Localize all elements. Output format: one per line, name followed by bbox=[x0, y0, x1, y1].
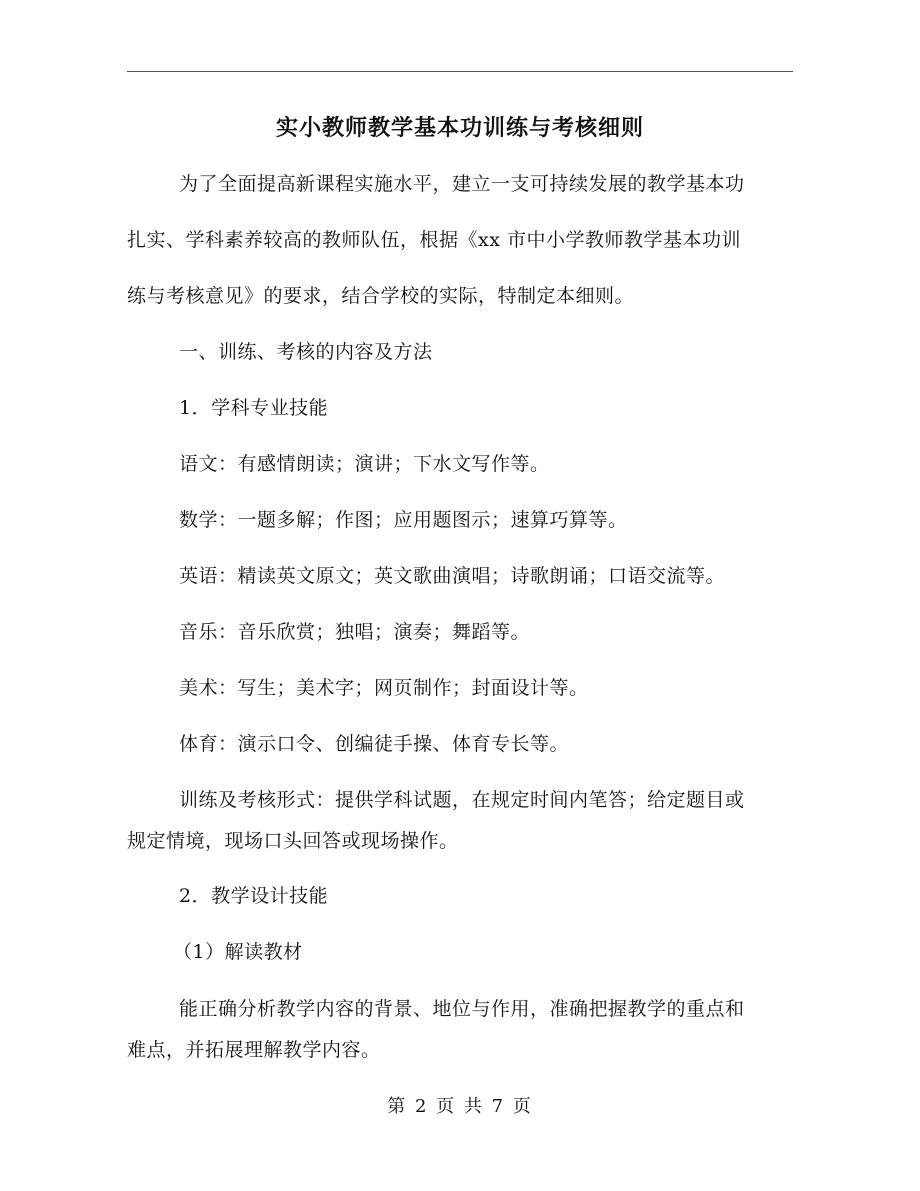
form-line-1: 训练及考核形式：提供学科试题，在规定时间内笔答；给定题目或 bbox=[179, 789, 745, 811]
subject-math: 数学：一题多解；作图；应用题图示；速算巧算等。 bbox=[179, 509, 628, 531]
intro-line-3: 练与考核意见》的要求，结合学校的实际，特制定本细则。 bbox=[127, 285, 635, 307]
sub-item-line-2: 难点，并拓展理解教学内容。 bbox=[127, 1039, 381, 1061]
sub-item-heading: （1）解读教材 bbox=[173, 941, 303, 963]
subject-pe: 体育：演示口令、创编徒手操、体育专长等。 bbox=[179, 733, 570, 755]
section-heading: 一、训练、考核的内容及方法 bbox=[179, 341, 433, 363]
subject-chinese: 语文：有感情朗读；演讲；下水文写作等。 bbox=[179, 453, 550, 475]
page-title: 实小教师教学基本功训练与考核细则 bbox=[275, 115, 644, 141]
form-line-2: 规定情境，现场口头回答或现场操作。 bbox=[127, 830, 459, 852]
intro-line-1: 为了全面提高新课程实施水平，建立一支可持续发展的教学基本功 bbox=[179, 173, 745, 195]
subject-english: 英语：精读英文原文；英文歌曲演唱；诗歌朗诵；口语交流等。 bbox=[179, 565, 726, 587]
sub-item-line-1: 能正确分析教学内容的背景、地位与作用，准确把握教学的重点和 bbox=[179, 998, 745, 1020]
page-number: 第 2 页 共 7 页 bbox=[387, 1096, 533, 1117]
intro-line-2: 扎实、学科素养较高的教师队伍，根据《xx 市中小学教师教学基本功训 bbox=[127, 229, 741, 251]
header-rule bbox=[127, 71, 793, 72]
item-heading-1: 1．学科专业技能 bbox=[179, 397, 329, 419]
subject-music: 音乐：音乐欣赏；独唱；演奏；舞蹈等。 bbox=[179, 621, 531, 643]
subject-art: 美术：写生；美术字；网页制作；封面设计等。 bbox=[179, 677, 589, 699]
item-heading-2: 2．教学设计技能 bbox=[179, 885, 329, 907]
